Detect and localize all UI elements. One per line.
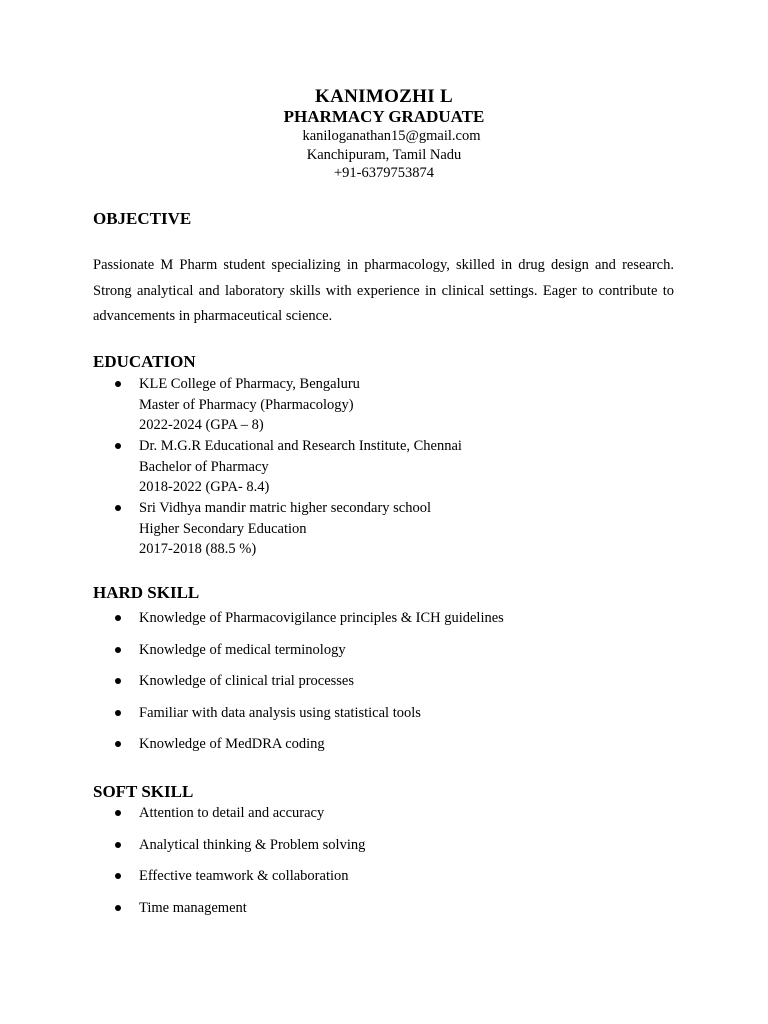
hard-skill-item bbox=[93, 734, 693, 754]
soft-skill-text: Effective teamwork & collaboration bbox=[139, 868, 349, 884]
education-institution: KLE College of Pharmacy, Bengaluru bbox=[139, 376, 360, 392]
bullet-icon bbox=[115, 615, 121, 621]
hard-skill-text: Knowledge of MedDRA coding bbox=[139, 736, 325, 752]
soft-skill-text: Attention to detail and accuracy bbox=[139, 805, 325, 821]
bullet-icon bbox=[115, 905, 121, 911]
hard-skill-text: Knowledge of medical terminology bbox=[139, 642, 346, 658]
objective-heading: OBJECTIVE bbox=[93, 209, 192, 228]
bullet-icon bbox=[115, 873, 121, 879]
soft-skill-item bbox=[93, 866, 693, 886]
education-period: 2018-2022 (GPA- 8.4) bbox=[139, 479, 270, 495]
soft-skill-text: Time management bbox=[139, 900, 247, 916]
bullet-icon bbox=[115, 810, 121, 816]
education-institution: Dr. M.G.R Educational and Research Institute, Chennai bbox=[139, 438, 462, 454]
candidate-name: KANIMOZHI L bbox=[315, 86, 453, 107]
education-item bbox=[93, 498, 693, 560]
education-period: 2017-2018 (88.5 %) bbox=[139, 541, 257, 557]
soft-skill-item bbox=[93, 835, 693, 855]
contact-phone: +91-6379753874 bbox=[333, 165, 434, 181]
bullet-icon bbox=[115, 647, 121, 653]
hard-skill-text: Familiar with data analysis using statistical tools bbox=[139, 705, 421, 721]
hard-skill-text: Knowledge of clinical trial processes bbox=[139, 673, 355, 689]
soft-skill-text: Analytical thinking & Problem solving bbox=[139, 837, 366, 853]
bullet-icon bbox=[115, 505, 121, 511]
education-item bbox=[93, 374, 693, 436]
objective-text: Passionate M Pharm student specializing in pharmacology, skilled in drug design and research. Strong analytical and laboratory skills with experience in clinical settings. Eager to contribute to advancements in pharmaceutical science. bbox=[93, 257, 674, 324]
bullet-icon bbox=[115, 842, 121, 848]
candidate-role: PHARMACY GRADUATE bbox=[283, 107, 485, 126]
education-item bbox=[93, 436, 693, 498]
education-degree: Higher Secondary Education bbox=[139, 520, 307, 537]
education-degree: Bachelor of Pharmacy bbox=[139, 458, 269, 475]
hard-skill-item bbox=[93, 640, 693, 660]
education-heading: EDUCATION bbox=[93, 352, 196, 371]
soft-skill-heading: SOFT SKILL bbox=[93, 782, 194, 801]
bullet-icon bbox=[115, 678, 121, 684]
bullet-icon bbox=[115, 443, 121, 449]
bullet-icon bbox=[115, 741, 121, 747]
education-period: 2022-2024 (GPA – 8) bbox=[139, 417, 264, 433]
hard-skill-item bbox=[93, 608, 693, 628]
soft-skill-item bbox=[93, 898, 693, 918]
hard-skill-heading: HARD SKILL bbox=[93, 583, 200, 602]
bullet-icon bbox=[115, 381, 121, 387]
education-institution: Sri Vidhya mandir matric higher secondary school bbox=[139, 500, 432, 516]
hard-skill-item bbox=[93, 671, 693, 691]
soft-skill-item bbox=[93, 803, 693, 823]
contact-email: kaniloganathan15@gmail.com bbox=[302, 128, 481, 144]
contact-location: Kanchipuram, Tamil Nadu bbox=[306, 147, 462, 163]
education-degree: Master of Pharmacy (Pharmacology) bbox=[139, 396, 354, 413]
hard-skill-item bbox=[93, 703, 693, 723]
hard-skill-text: Knowledge of Pharmacovigilance principles & ICH guidelines bbox=[139, 610, 504, 626]
bullet-icon bbox=[115, 710, 121, 716]
